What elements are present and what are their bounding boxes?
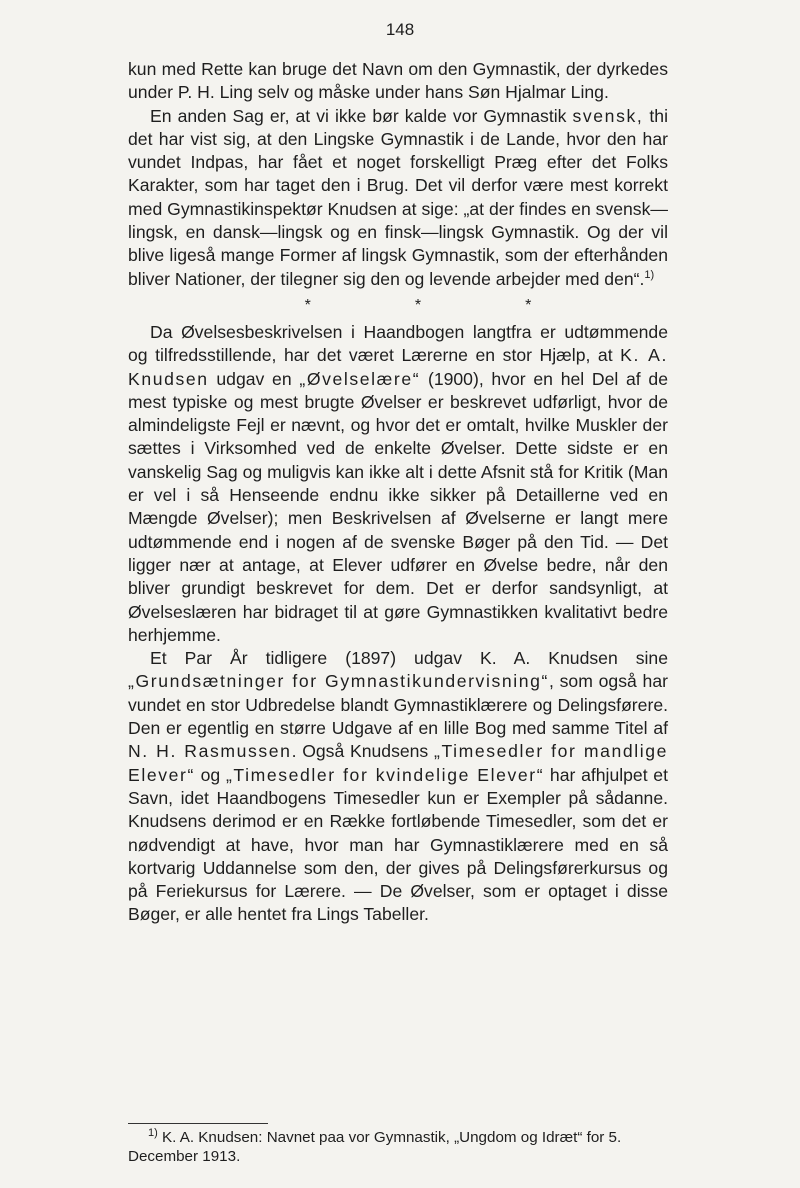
text-run: udgav en bbox=[208, 368, 300, 389]
paragraph-ling-intro: kun med Rette kan bruge det Navn om den Gymnastik, der dyrkedes under P. H. Ling selv og måske under hans Søn Hjalmar Ling. bbox=[128, 59, 668, 103]
footnote-reference: 1) bbox=[644, 268, 655, 281]
spaced-word-svensk: svensk, bbox=[572, 105, 644, 126]
star-ornament: * bbox=[304, 296, 311, 314]
footnote-rule bbox=[128, 1123, 268, 1124]
author-name-knudsen: K. A. Knudsen bbox=[128, 345, 668, 389]
text-run: (1900), hvor en hel Del af de mest typiske og mest brugte Øvelser er beskrevet udførligt, hvor de almindeligste Fejl er nævnt, og hvor det er omtalt, hvilke Muskler der sættes i Virksomhed ved de enkelte Øvelser. Dette sidste er en vanskelig Sag og muligvis kan ikke alt i dette Afsnit stå for Kritik (Man er vel i så Henseende endnu ikke sikker på Detaillerne ved en Mængde Øvelser); men Beskrivelsen af Øvelserne er langt mere udtømmende end i nogen af de svenske Bøger på den Tid. — Det ligger nær at antage, at Elever udfører en Øvelse bedre, når den bliver grundigt beskrevet for dem. Det er derfor sandsynligt, at Øvelseslæren har bidraget til at gøre Gymnastikken kvalitativt bedre herhjemme. bbox=[128, 368, 668, 645]
paragraph-swedish-gymnastics bbox=[128, 105, 668, 291]
text-run: har afhjulpet et Savn, idet Haandbogens Timesedler kun er Exempler på sådanne. Knudsens derimod er en Række fortløbende Timesedler, som det er nødvendigt at have, hvor man har Gymnastiklærere med en så kortvarig Uddannelse som den, der gives på Delingsførerkursus og på Feriekursus for Lærere. — De Øvelser, som er optaget i disse Bøger, er alle hentet fra Lings Tabeller. bbox=[128, 764, 668, 925]
book-title-grundsaetninger: „Grundsætninger for Gymnastikundervisning“ bbox=[128, 671, 549, 692]
text-run: Et Par År tidligere (1897) udgav K. A. Knudsen sine bbox=[150, 648, 668, 669]
paragraph-ovelselaere bbox=[128, 321, 668, 647]
text-run: og bbox=[194, 764, 226, 785]
paragraph-grundsaetninger bbox=[128, 647, 668, 927]
text-run: thi det har vist sig, at den Lingske Gymnastik i de Lande, hvor den har vundet Indpas, har fået et noget forskelligt Præg efter det Folks Karakter, som har taget den i Brug. Det vil derfor være mest korrekt med Gymnastikinspektør Knudsen at sige: „at der findes en svensk—lingsk, en dansk—lingsk og en finsk—lingsk Gymnastik. Og der vil blive ligeså mange Former af lingsk Gymnastik, som der efterhånden bliver Nationer, der tilegner sig den og levende arbejder med den“. bbox=[128, 105, 668, 289]
footnote-body: K. A. Knudsen: Navnet paa vor Gymnastik, „Ungdom og Idræt“ for 5. December 1913. bbox=[128, 1129, 622, 1165]
page-number: 148 bbox=[385, 20, 415, 39]
section-divider-stars bbox=[128, 291, 668, 321]
author-name-rasmussen: N. H. Rasmussen bbox=[128, 741, 292, 762]
footnote-text bbox=[128, 1128, 668, 1166]
text-run: , som også har vundet en stor Udbredelse blandt Gymnastiklærere og Delingsførere. Den er egentlig en større Udgave af en lille Bog med samme Titel af bbox=[128, 671, 668, 739]
star-ornament: * bbox=[525, 296, 532, 314]
book-title-timesedler-mandlige: „Timesedler for mandlige Elever“ bbox=[128, 741, 669, 785]
footnote bbox=[128, 1128, 668, 1166]
text-run: . Også Knudsens bbox=[291, 741, 434, 762]
book-title-timesedler-kvindelige: „Timesedler for kvindelige Elever“ bbox=[225, 764, 545, 785]
text-run: Da Øvelsesbeskrivelsen i Haandbogen langtfra er udtømmende og tilfredsstillende, har det været Lærerne en stor Hjælp, at bbox=[128, 321, 668, 366]
text-run: En anden Sag er, at vi ikke bør kalde vor Gymnastik bbox=[150, 105, 573, 126]
body-text bbox=[128, 58, 668, 927]
star-ornament: * bbox=[414, 296, 422, 314]
footnote-marker: 1) bbox=[148, 1126, 158, 1139]
book-title-ovelselaere: „Øvelselære“ bbox=[299, 368, 421, 389]
